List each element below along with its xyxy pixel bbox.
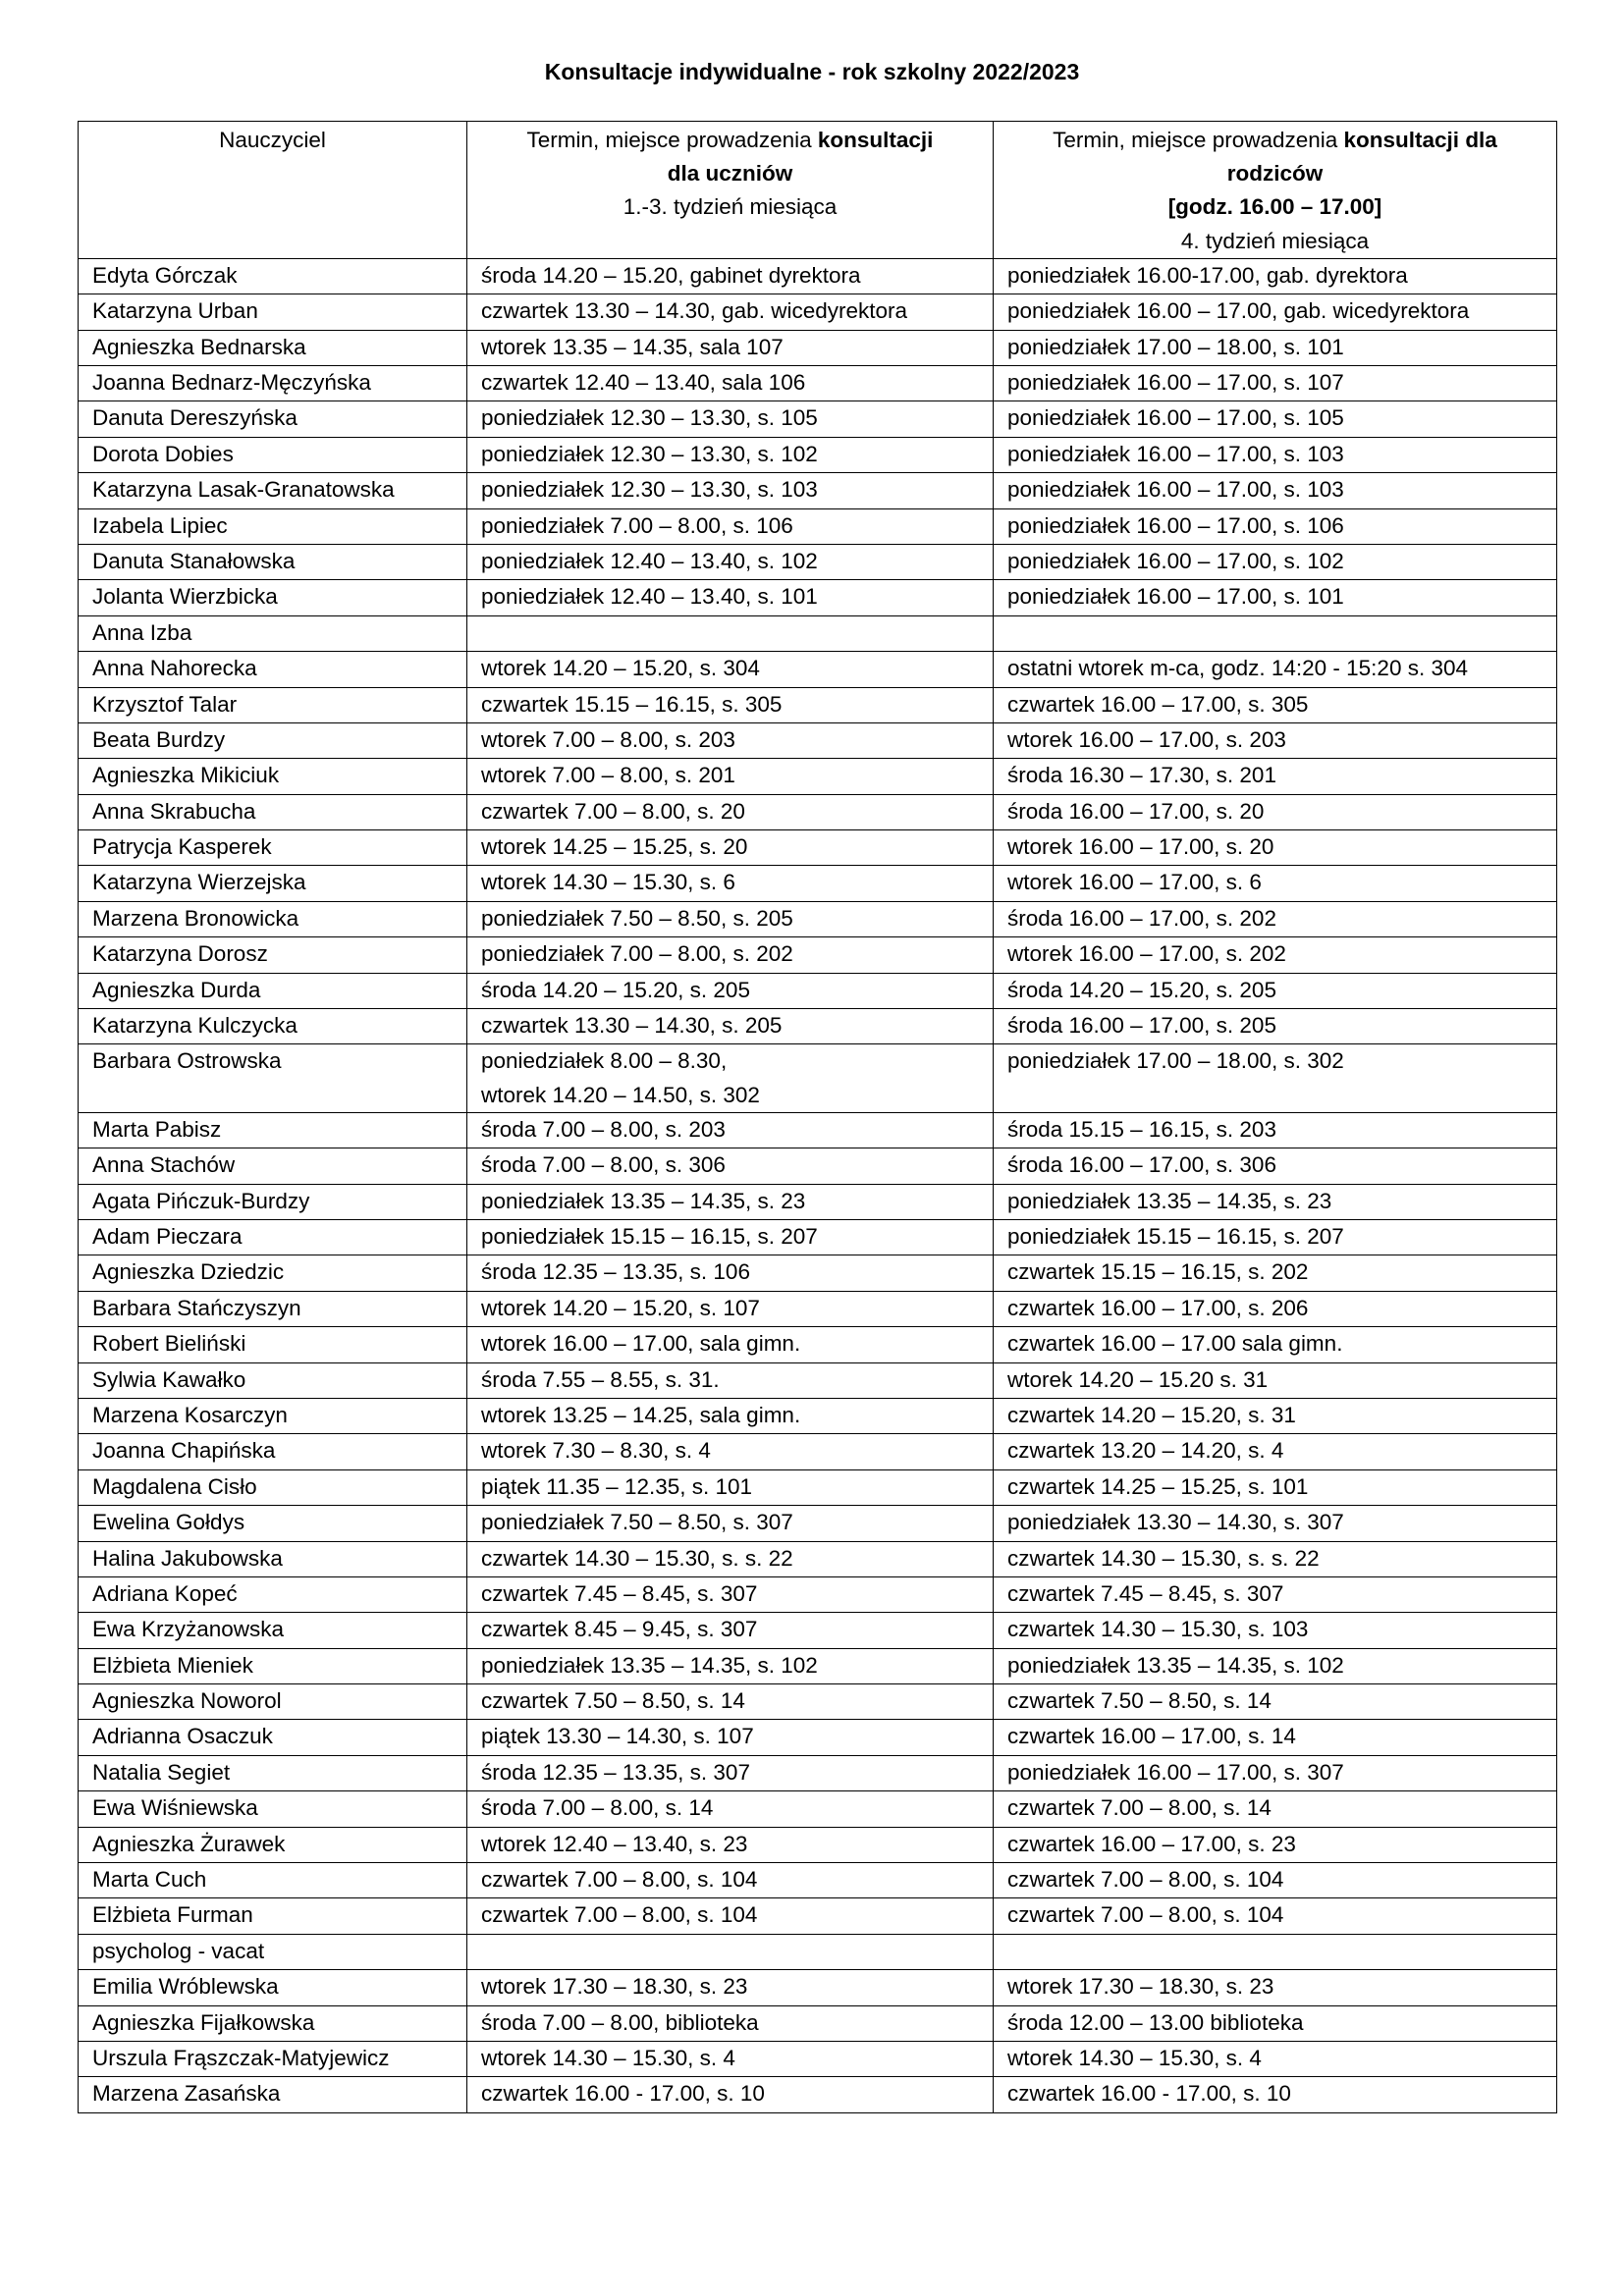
parents-consultation-cell: poniedziałek 13.30 – 14.30, s. 307 xyxy=(994,1506,1557,1541)
teacher-cell: Adam Pieczara xyxy=(79,1219,467,1255)
table-row xyxy=(79,2077,1557,2112)
students-consultation-cell: wtorek 7.00 – 8.00, s. 203 xyxy=(467,722,994,758)
parents-consultation-cell: wtorek 14.30 – 15.30, s. 4 xyxy=(994,2041,1557,2076)
table-row xyxy=(79,473,1557,508)
parents-consultation-cell: czwartek 7.00 – 8.00, s. 104 xyxy=(994,1898,1557,1934)
table-body xyxy=(79,258,1557,2112)
parents-consultation-cell: poniedziałek 13.35 – 14.35, s. 23 xyxy=(994,1184,1557,1219)
teacher-cell: Joanna Bednarz-Męczyńska xyxy=(79,365,467,400)
students-consultation-cell: wtorek 14.30 – 15.30, s. 6 xyxy=(467,866,994,901)
parents-consultation-cell: czwartek 16.00 – 17.00, s. 305 xyxy=(994,687,1557,722)
students-consultation-cell: poniedziałek 7.50 – 8.50, s. 307 xyxy=(467,1506,994,1541)
students-consultation-cell: piątek 11.35 – 12.35, s. 101 xyxy=(467,1469,994,1505)
parents-consultation-cell: poniedziałek 16.00 – 17.00, s. 101 xyxy=(994,580,1557,615)
table-row xyxy=(79,544,1557,579)
teacher-cell: Halina Jakubowska xyxy=(79,1541,467,1576)
teacher-cell: Edyta Górczak xyxy=(79,258,467,294)
table-row xyxy=(79,2005,1557,2041)
table-row xyxy=(79,1970,1557,2005)
students-consultation-cell: czwartek 15.15 – 16.15, s. 305 xyxy=(467,687,994,722)
table-row xyxy=(79,401,1557,437)
teacher-cell: Sylwia Kawałko xyxy=(79,1362,467,1398)
table-row xyxy=(79,1863,1557,1898)
parents-consultation-cell: czwartek 7.00 – 8.00, s. 104 xyxy=(994,1863,1557,1898)
table-row xyxy=(79,437,1557,472)
teacher-cell: Natalia Segiet xyxy=(79,1755,467,1790)
parents-consultation-cell: wtorek 16.00 – 17.00, s. 202 xyxy=(994,937,1557,973)
parents-consultation-cell: środa 16.00 – 17.00, s. 202 xyxy=(994,901,1557,936)
students-consultation-cell: wtorek 14.20 – 15.20, s. 304 xyxy=(467,652,994,687)
table-row xyxy=(79,2041,1557,2076)
parents-consultation-cell: poniedziałek 16.00 – 17.00, gab. wicedyrektora xyxy=(994,294,1557,330)
students-consultation-cell: czwartek 7.00 – 8.00, s. 104 xyxy=(467,1898,994,1934)
parents-consultation-cell: czwartek 7.00 – 8.00, s. 14 xyxy=(994,1791,1557,1827)
students-consultation-cell: środa 7.00 – 8.00, s. 306 xyxy=(467,1148,994,1184)
teacher-cell: Agnieszka Dziedzic xyxy=(79,1255,467,1291)
parents-consultation-cell: czwartek 14.30 – 15.30, s. s. 22 xyxy=(994,1541,1557,1576)
header-students-bold2: dla uczniów xyxy=(667,161,793,187)
parents-consultation-cell: czwartek 16.00 - 17.00, s. 10 xyxy=(994,2077,1557,2112)
parents-consultation-cell: poniedziałek 16.00 – 17.00, s. 103 xyxy=(994,437,1557,472)
teacher-cell: Beata Burdzy xyxy=(79,722,467,758)
table-row xyxy=(79,1255,1557,1291)
teacher-cell: Anna Stachów xyxy=(79,1148,467,1184)
parents-consultation-cell: czwartek 14.30 – 15.30, s. 103 xyxy=(994,1613,1557,1648)
table-row xyxy=(79,1506,1557,1541)
parents-consultation-cell: czwartek 15.15 – 16.15, s. 202 xyxy=(994,1255,1557,1291)
header-parents-hours: [godz. 16.00 – 17.00] xyxy=(1167,194,1382,220)
parents-consultation-cell: środa 14.20 – 15.20, s. 205 xyxy=(994,973,1557,1008)
students-consultation-cell: środa 12.35 – 13.35, s. 307 xyxy=(467,1755,994,1790)
teacher-cell: Marta Pabisz xyxy=(79,1112,467,1148)
table-row xyxy=(79,866,1557,901)
table-row xyxy=(79,937,1557,973)
header-parents-bold2: rodziców xyxy=(1226,161,1324,187)
students-consultation-cell: wtorek 14.30 – 15.30, s. 4 xyxy=(467,2041,994,2076)
parents-consultation-cell: czwartek 7.45 – 8.45, s. 307 xyxy=(994,1576,1557,1612)
teacher-cell: Agnieszka Bednarska xyxy=(79,330,467,365)
teacher-cell: Marta Cuch xyxy=(79,1863,467,1898)
students-consultation-cell: poniedziałek 12.40 – 13.40, s. 102 xyxy=(467,544,994,579)
header-teacher xyxy=(79,122,467,259)
teacher-cell: Elżbieta Mieniek xyxy=(79,1648,467,1683)
header-teacher-label: Nauczyciel xyxy=(219,128,326,152)
students-consultation-cell: poniedziałek 12.40 – 13.40, s. 101 xyxy=(467,580,994,615)
parents-consultation-cell: wtorek 17.30 – 18.30, s. 23 xyxy=(994,1970,1557,2005)
table-row xyxy=(79,1613,1557,1648)
teacher-cell: Anna Izba xyxy=(79,615,467,651)
parents-consultation-cell: środa 15.15 – 16.15, s. 203 xyxy=(994,1112,1557,1148)
teacher-cell: Agata Pińczuk-Burdzy xyxy=(79,1184,467,1219)
students-consultation-cell: wtorek 14.20 – 15.20, s. 107 xyxy=(467,1291,994,1326)
parents-consultation-cell: czwartek 16.00 – 17.00, s. 14 xyxy=(994,1720,1557,1755)
students-consultation-cell: czwartek 13.30 – 14.30, s. 205 xyxy=(467,1009,994,1044)
header-students xyxy=(467,122,994,259)
teacher-cell: Adriana Kopeć xyxy=(79,1576,467,1612)
table-row xyxy=(79,652,1557,687)
students-consultation-cell: środa 7.00 – 8.00, s. 14 xyxy=(467,1791,994,1827)
students-consultation-cell xyxy=(467,615,994,651)
students-consultation-cell: poniedziałek 15.15 – 16.15, s. 207 xyxy=(467,1219,994,1255)
parents-consultation-cell xyxy=(994,615,1557,651)
parents-consultation-cell: poniedziałek 16.00 – 17.00, s. 103 xyxy=(994,473,1557,508)
students-consultation-cell: wtorek 14.25 – 15.25, s. 20 xyxy=(467,830,994,866)
parents-consultation-cell: poniedziałek 17.00 – 18.00, s. 302 xyxy=(994,1044,1557,1112)
teacher-cell: Ewelina Gołdys xyxy=(79,1506,467,1541)
students-consultation-cell: poniedziałek 7.00 – 8.00, s. 106 xyxy=(467,508,994,544)
students-consultation-cell: piątek 13.30 – 14.30, s. 107 xyxy=(467,1720,994,1755)
teacher-cell: Barbara Ostrowska xyxy=(79,1044,467,1112)
students-consultation-cell: poniedziałek 13.35 – 14.35, s. 102 xyxy=(467,1648,994,1683)
students-consultation-cell: środa 12.35 – 13.35, s. 106 xyxy=(467,1255,994,1291)
table-row xyxy=(79,1684,1557,1720)
table-row xyxy=(79,615,1557,651)
teacher-cell: Katarzyna Kulczycka xyxy=(79,1009,467,1044)
table-row xyxy=(79,830,1557,866)
teacher-cell: Anna Skrabucha xyxy=(79,794,467,829)
table-row xyxy=(79,1112,1557,1148)
parents-consultation-cell: poniedziałek 16.00 – 17.00, s. 102 xyxy=(994,544,1557,579)
parents-consultation-cell: wtorek 14.20 – 15.20 s. 31 xyxy=(994,1362,1557,1398)
teacher-cell: Emilia Wróblewska xyxy=(79,1970,467,2005)
table-row xyxy=(79,330,1557,365)
table-row xyxy=(79,759,1557,794)
page-title: Konsultacje indywidualne - rok szkolny 2022/2023 xyxy=(544,59,1080,84)
students-consultation-cell: czwartek 7.45 – 8.45, s. 307 xyxy=(467,1576,994,1612)
teacher-cell: Katarzyna Dorosz xyxy=(79,937,467,973)
table-row xyxy=(79,294,1557,330)
table-row xyxy=(79,1648,1557,1683)
teacher-cell: Anna Nahorecka xyxy=(79,652,467,687)
table-row xyxy=(79,1720,1557,1755)
students-consultation-cell: czwartek 16.00 - 17.00, s. 10 xyxy=(467,2077,994,2112)
parents-consultation-cell: wtorek 16.00 – 17.00, s. 203 xyxy=(994,722,1557,758)
header-parents-line1: Termin, miejsce prowadzenia xyxy=(1053,128,1344,152)
header-students-week: 1.-3. tydzień miesiąca xyxy=(623,194,838,220)
teacher-cell: Danuta Dereszyńska xyxy=(79,401,467,437)
teacher-cell: Agnieszka Fijałkowska xyxy=(79,2005,467,2041)
table-row xyxy=(79,508,1557,544)
students-consultation-cell: środa 7.00 – 8.00, biblioteka xyxy=(467,2005,994,2041)
parents-consultation-cell: wtorek 16.00 – 17.00, s. 6 xyxy=(994,866,1557,901)
table-row xyxy=(79,1576,1557,1612)
students-consultation-cell: poniedziałek 7.50 – 8.50, s. 205 xyxy=(467,901,994,936)
parents-consultation-cell: środa 16.00 – 17.00, s. 205 xyxy=(994,1009,1557,1044)
students-consultation-cell: poniedziałek 12.30 – 13.30, s. 103 xyxy=(467,473,994,508)
students-consultation-cell: środa 7.55 – 8.55, s. 31. xyxy=(467,1362,994,1398)
students-consultation-cell: wtorek 7.30 – 8.30, s. 4 xyxy=(467,1434,994,1469)
students-consultation-cell: czwartek 7.00 – 8.00, s. 20 xyxy=(467,794,994,829)
students-consultation-cell: wtorek 13.35 – 14.35, sala 107 xyxy=(467,330,994,365)
teacher-cell: Urszula Frąszczak-Matyjewicz xyxy=(79,2041,467,2076)
teacher-cell: Krzysztof Talar xyxy=(79,687,467,722)
teacher-cell: Magdalena Cisło xyxy=(79,1469,467,1505)
table-row xyxy=(79,1327,1557,1362)
students-consultation-cell: czwartek 14.30 – 15.30, s. s. 22 xyxy=(467,1541,994,1576)
table-row xyxy=(79,901,1557,936)
parents-consultation-cell: czwartek 16.00 – 17.00 sala gimn. xyxy=(994,1327,1557,1362)
table-header-row xyxy=(79,122,1557,259)
table-row xyxy=(79,1434,1557,1469)
parents-consultation-cell: czwartek 14.25 – 15.25, s. 101 xyxy=(994,1469,1557,1505)
parents-consultation-cell: poniedziałek 16.00-17.00, gab. dyrektora xyxy=(994,258,1557,294)
students-consultation-cell: wtorek 13.25 – 14.25, sala gimn. xyxy=(467,1398,994,1433)
students-consultation-cell: czwartek 8.45 – 9.45, s. 307 xyxy=(467,1613,994,1648)
students-consultation-cell: poniedziałek 12.30 – 13.30, s. 102 xyxy=(467,437,994,472)
teacher-cell: Izabela Lipiec xyxy=(79,508,467,544)
teacher-cell: Ewa Wiśniewska xyxy=(79,1791,467,1827)
students-consultation-cell: czwartek 12.40 – 13.40, sala 106 xyxy=(467,365,994,400)
teacher-cell: Patrycja Kasperek xyxy=(79,830,467,866)
table-row xyxy=(79,1009,1557,1044)
table-row xyxy=(79,1398,1557,1433)
header-parents-week: 4. tydzień miesiąca xyxy=(1180,228,1370,253)
parents-consultation-cell: poniedziałek 16.00 – 17.00, s. 106 xyxy=(994,508,1557,544)
parents-consultation-cell: czwartek 16.00 – 17.00, s. 23 xyxy=(994,1827,1557,1862)
parents-consultation-cell: poniedziałek 16.00 – 17.00, s. 107 xyxy=(994,365,1557,400)
students-consultation-cell: wtorek 7.00 – 8.00, s. 201 xyxy=(467,759,994,794)
teacher-cell: Agnieszka Durda xyxy=(79,973,467,1008)
students-consultation-cell: poniedziałek 12.30 – 13.30, s. 105 xyxy=(467,401,994,437)
students-consultation-line: poniedziałek 8.00 – 8.30, xyxy=(481,1048,728,1074)
students-consultation-cell xyxy=(467,1934,994,1969)
parents-consultation-cell: poniedziałek 13.35 – 14.35, s. 102 xyxy=(994,1648,1557,1683)
teacher-cell: Katarzyna Urban xyxy=(79,294,467,330)
teacher-cell: psycholog - vacat xyxy=(79,1934,467,1969)
table-row xyxy=(79,973,1557,1008)
parents-consultation-cell: czwartek 16.00 – 17.00, s. 206 xyxy=(994,1291,1557,1326)
header-parents xyxy=(994,122,1557,259)
header-students-bold1: konsultacji xyxy=(817,128,934,152)
parents-consultation-cell: czwartek 7.50 – 8.50, s. 14 xyxy=(994,1684,1557,1720)
parents-consultation-cell: poniedziałek 17.00 – 18.00, s. 101 xyxy=(994,330,1557,365)
students-consultation-line: wtorek 14.20 – 14.50, s. 302 xyxy=(481,1082,760,1107)
parents-consultation-cell: poniedziałek 15.15 – 16.15, s. 207 xyxy=(994,1219,1557,1255)
table-row xyxy=(79,1827,1557,1862)
parents-consultation-cell: środa 12.00 – 13.00 biblioteka xyxy=(994,2005,1557,2041)
teacher-cell: Katarzyna Lasak-Granatowska xyxy=(79,473,467,508)
table-row xyxy=(79,580,1557,615)
table-row xyxy=(79,1898,1557,1934)
teacher-cell: Elżbieta Furman xyxy=(79,1898,467,1934)
table-row xyxy=(79,722,1557,758)
table-row xyxy=(79,794,1557,829)
parents-consultation-cell: poniedziałek 16.00 – 17.00, s. 105 xyxy=(994,401,1557,437)
teacher-cell: Adrianna Osaczuk xyxy=(79,1720,467,1755)
students-consultation-cell: wtorek 16.00 – 17.00, sala gimn. xyxy=(467,1327,994,1362)
table-row xyxy=(79,687,1557,722)
table-row xyxy=(79,365,1557,400)
parents-consultation-cell: środa 16.00 – 17.00, s. 20 xyxy=(994,794,1557,829)
teacher-cell: Agnieszka Mikiciuk xyxy=(79,759,467,794)
teacher-cell: Ewa Krzyżanowska xyxy=(79,1613,467,1648)
teacher-cell: Danuta Stanałowska xyxy=(79,544,467,579)
table-row xyxy=(79,1291,1557,1326)
table-row xyxy=(79,1362,1557,1398)
parents-consultation-cell xyxy=(994,1934,1557,1969)
students-consultation-cell: czwartek 7.50 – 8.50, s. 14 xyxy=(467,1684,994,1720)
students-consultation-cell: środa 7.00 – 8.00, s. 203 xyxy=(467,1112,994,1148)
teacher-cell: Jolanta Wierzbicka xyxy=(79,580,467,615)
teacher-cell: Marzena Kosarczyn xyxy=(79,1398,467,1433)
header-students-line1: Termin, miejsce prowadzenia xyxy=(526,128,818,152)
teacher-cell: Agnieszka Noworol xyxy=(79,1684,467,1720)
students-consultation-cell: środa 14.20 – 15.20, gabinet dyrektora xyxy=(467,258,994,294)
parents-consultation-cell: środa 16.30 – 17.30, s. 201 xyxy=(994,759,1557,794)
teacher-cell: Marzena Zasańska xyxy=(79,2077,467,2112)
table-row xyxy=(79,258,1557,294)
students-consultation-cell: wtorek 17.30 – 18.30, s. 23 xyxy=(467,1970,994,2005)
students-consultation-cell: poniedziałek 7.00 – 8.00, s. 202 xyxy=(467,937,994,973)
parents-consultation-cell: środa 16.00 – 17.00, s. 306 xyxy=(994,1148,1557,1184)
teacher-cell: Barbara Stańczyszyn xyxy=(79,1291,467,1326)
table-row xyxy=(79,1541,1557,1576)
teacher-cell: Marzena Bronowicka xyxy=(79,901,467,936)
teacher-cell: Joanna Chapińska xyxy=(79,1434,467,1469)
teacher-cell: Agnieszka Żurawek xyxy=(79,1827,467,1862)
table-row xyxy=(79,1044,1557,1112)
table-row xyxy=(79,1148,1557,1184)
parents-consultation-cell: poniedziałek 16.00 – 17.00, s. 307 xyxy=(994,1755,1557,1790)
students-consultation-cell: czwartek 7.00 – 8.00, s. 104 xyxy=(467,1863,994,1898)
table-row xyxy=(79,1469,1557,1505)
students-consultation-cell: czwartek 13.30 – 14.30, gab. wicedyrektora xyxy=(467,294,994,330)
teacher-cell: Katarzyna Wierzejska xyxy=(79,866,467,901)
header-parents-bold1: konsultacji dla xyxy=(1343,128,1497,152)
parents-consultation-cell: ostatni wtorek m-ca, godz. 14:20 - 15:20 s. 304 xyxy=(994,652,1557,687)
table-row xyxy=(79,1184,1557,1219)
table-row xyxy=(79,1791,1557,1827)
parents-consultation-cell: wtorek 16.00 – 17.00, s. 20 xyxy=(994,830,1557,866)
teacher-cell: Robert Bieliński xyxy=(79,1327,467,1362)
parents-consultation-cell: czwartek 14.20 – 15.20, s. 31 xyxy=(994,1398,1557,1433)
students-consultation-cell: środa 14.20 – 15.20, s. 205 xyxy=(467,973,994,1008)
parents-consultation-cell: czwartek 13.20 – 14.20, s. 4 xyxy=(994,1434,1557,1469)
teacher-cell: Dorota Dobies xyxy=(79,437,467,472)
table-row xyxy=(79,1755,1557,1790)
students-consultation-cell xyxy=(467,1044,994,1112)
students-consultation-cell: wtorek 12.40 – 13.40, s. 23 xyxy=(467,1827,994,1862)
consultation-table xyxy=(78,121,1557,2113)
table-row xyxy=(79,1219,1557,1255)
students-consultation-cell: poniedziałek 13.35 – 14.35, s. 23 xyxy=(467,1184,994,1219)
table-row xyxy=(79,1934,1557,1969)
